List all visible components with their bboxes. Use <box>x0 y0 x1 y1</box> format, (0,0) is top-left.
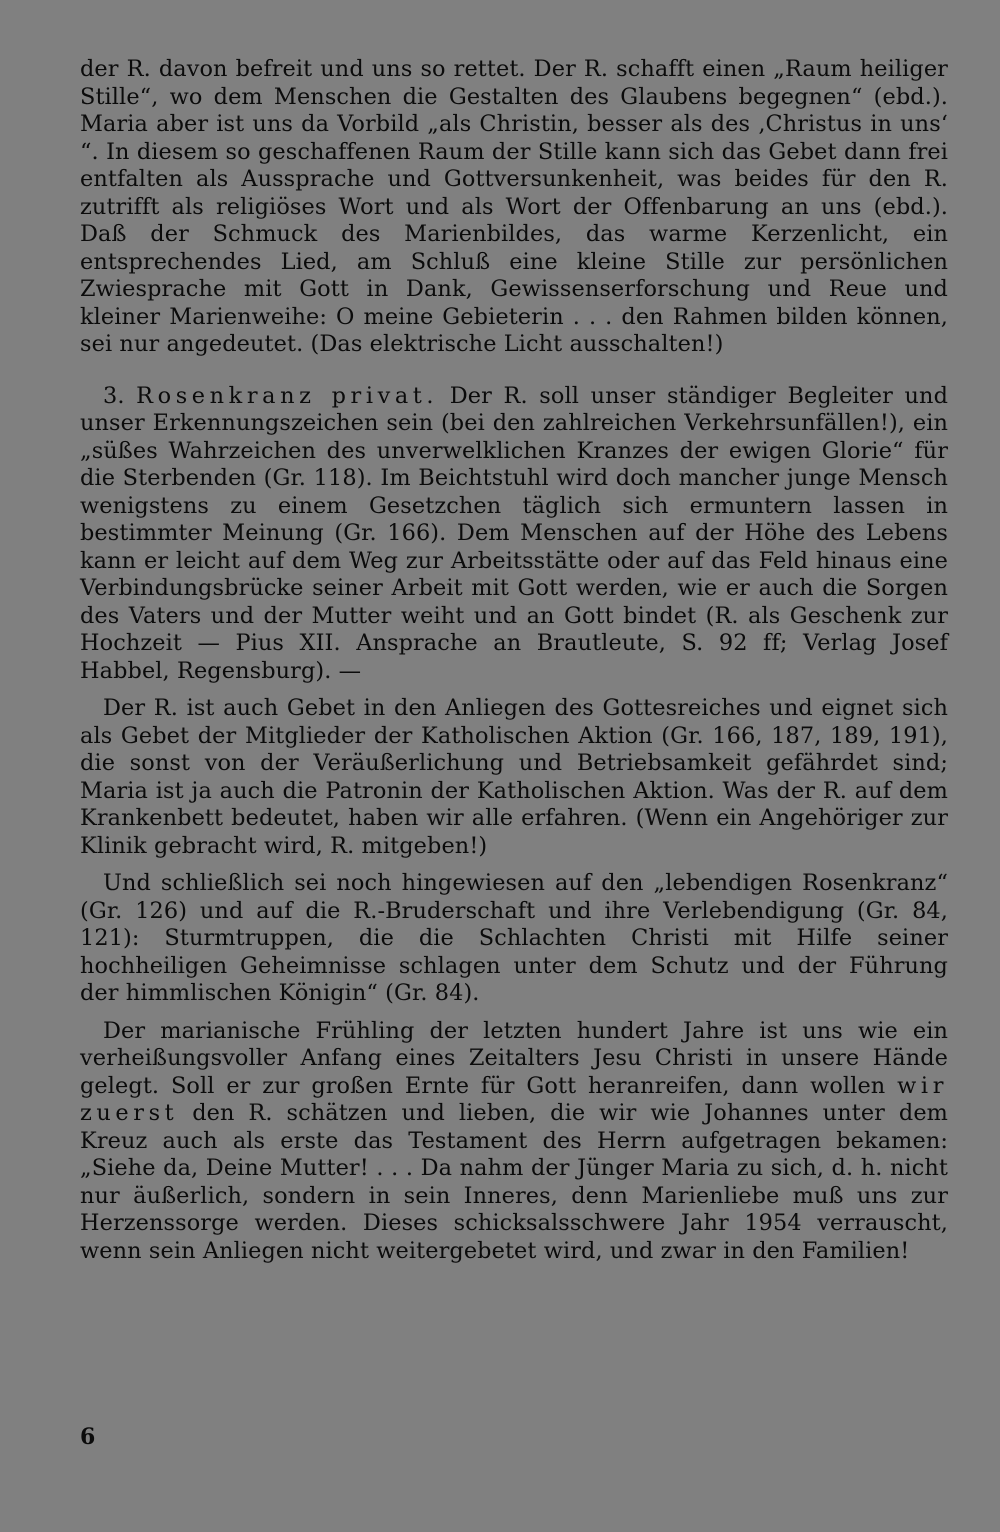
paragraph-1: der R. davon befreit und uns so rettet. Der R. schafft einen „Raum heiliger Stille“, wo dem Menschen die Gestalten des Glaubens begegnen“ (ebd.). Maria aber ist uns da Vorbild „als Christin, besser als des ‚Christus in uns‘ “. In diesem so geschaffenen Raum der Stille kann sich das Gebet dann frei entfalten als Aussprache und Gottversunkenheit, was beides für den R. zutrifft als religiöses Wort und als Wort der Offenbarung an uns (ebd.). Daß der Schmuck des Marienbildes, das warme Kerzenlicht, ein entsprechendes Lied, am Schluß eine kleine Stille zur persönlichen Zwiesprache mit Gott in Dank, Gewissenserforschung und Reue und kleiner Marienweihe: O meine Gebieterin . . . den Rahmen bilden können, sei nur angedeutet. (Das elektrische Licht ausschalten!) <box>80 56 948 357</box>
paragraph-2-text: Der R. soll unser ständiger Begleiter und unser Erkennungszeichen sein (bei den zahlreichen Verkehrsunfällen!), ein „süßes Wahrzeichen des unverwelklichen Kranzes der ewigen Glorie“ für die Sterbenden (Gr. 118). Im Beichtstuhl wird doch mancher junge Mensch wenigstens zu einem Gesetzchen täglich sich ermuntern lassen in bestimmter Meinung (Gr. 166). Dem Menschen auf der Höhe des Lebens kann er leicht auf dem Weg zur Arbeitsstätte oder auf das Feld hinaus eine Verbindungsbrücke seiner Arbeit mit Gott werden, wie er auch die Sorgen des Vaters und der Mutter weiht und an Gott bindet (R. als Geschenk zur Hochzeit — Pius XII. Ansprache an Brautleute, S. 92 ff; Verlag Josef Habbel, Regensburg). — <box>80 382 948 684</box>
page-body <box>80 56 948 1265</box>
paragraph-3: Der R. ist auch Gebet in den Anliegen des Gottesreiches und eignet sich als Gebet der Mitglieder der Katholischen Aktion (Gr. 166, 187, 189, 191), die sonst von der Veräußerlichung und Betriebsamkeit gefährdet sind; Maria ist ja auch die Patronin der Katholischen Aktion. Was der R. auf dem Krankenbett bedeutet, haben wir alle erfahren. (Wenn ein Angehöriger zur Klinik gebracht wird, R. mitgeben!) <box>80 695 948 859</box>
section-number: 3. <box>103 382 125 409</box>
paragraph-5-emphasis: wir zuerst <box>80 1072 949 1126</box>
paragraph-4: Und schließlich sei noch hingewiesen auf den „lebendigen Rosenkranz“ (Gr. 126) und auf die R.-Bruderschaft und ihre Verlebendigung (Gr. 84, 121): Sturmtruppen, die die Schlachten Christi mit Hilfe seiner hochheiligen Geheimnisse schlagen unter dem Schutz und der Führung der himmlischen Königin“ (Gr. 84). <box>80 870 948 1006</box>
paragraph-5 <box>80 1018 948 1266</box>
page-number: 6 <box>80 1424 96 1450</box>
paragraph-5-text-before: Der marianische Frühling der letzten hundert Jahre ist uns wie ein verheißungsvoller Anfang eines Zeitalters Jesu Christi in unsere Hände gelegt. Soll er zur großen Ernte für Gott heranreifen, dann wollen <box>80 1017 948 1099</box>
section-heading: Rosenkranz privat. <box>136 382 439 409</box>
paragraph-2 <box>80 383 948 686</box>
paragraph-5-text-after: den R. schätzen und lieben, die wir wie Johannes unter dem Kreuz auch als erste das Testament des Herrn aufgetragen bekamen: „Siehe da, Deine Mutter! . . . Da nahm der Jünger Maria zu sich, d. h. nicht nur äußerlich, sondern in sein Inneres, denn Marienliebe muß uns zur Herzenssorge werden. Dieses schicksalsschwere Jahr 1954 verrauscht, wenn sein Anliegen nicht weitergebetet wird, und zwar in den Familien! <box>80 1100 949 1264</box>
